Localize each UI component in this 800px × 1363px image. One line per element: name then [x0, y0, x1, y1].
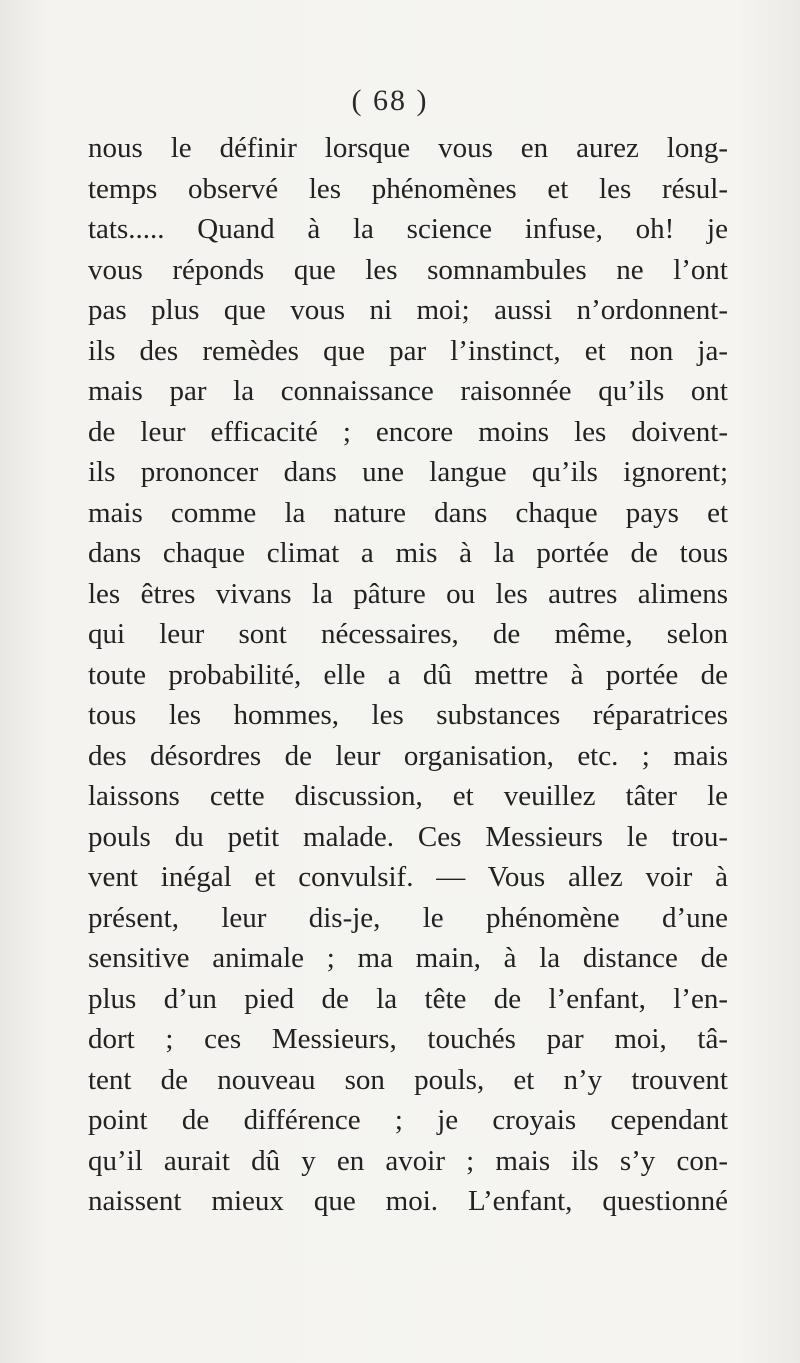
text-line: plus d’un pied de la tête de l’enfant, l’en-: [88, 982, 728, 1015]
page-number: ( 68 ): [351, 84, 429, 117]
text-line: qui leur sont nécessaires, de même, selon: [88, 618, 728, 650]
text-line: tent de nouveau son pouls, et n’y trouvent: [88, 1063, 728, 1096]
text-line: qu’il aurait dû y en avoir ; mais ils s’y con-: [88, 1144, 728, 1177]
text-line: nous le définir lorsque vous en aurez long-: [88, 132, 728, 164]
text-line: pouls du petit malade. Ces Messieurs le trou-: [88, 820, 728, 853]
text-line: temps observé les phénomènes et les résul-: [88, 172, 728, 205]
text-line: mais comme la nature dans chaque pays et: [88, 496, 728, 529]
text-line: tous les hommes, les substances réparatrices: [88, 699, 728, 731]
text-line: ils des remèdes que par l’instinct, et non ja-: [88, 334, 728, 367]
text-line: point de différence ; je croyais cependant: [88, 1104, 728, 1136]
text-line: naissent mieux que moi. L’enfant, questionné: [88, 1185, 728, 1217]
text-line: ils prononcer dans une langue qu’ils ignorent;: [88, 456, 728, 488]
text-line: des désordres de leur organisation, etc. ; mais: [88, 739, 728, 772]
text-line: tats..... Quand à la science infuse, oh! je: [88, 213, 728, 245]
text-line: dans chaque climat a mis à la portée de tous: [88, 537, 728, 569]
text-line: présent, leur dis-je, le phénomène d’une: [88, 901, 728, 934]
text-line: toute probabilité, elle a dû mettre à portée de: [88, 658, 728, 691]
text-line: laissons cette discussion, et veuillez tâter le: [88, 780, 728, 812]
text-line: les êtres vivans la pâture ou les autres alimens: [88, 577, 728, 610]
text-line: sensitive animale ; ma main, à la distance de: [88, 942, 728, 974]
text-line: de leur efficacité ; encore moins les doivent-: [88, 415, 728, 448]
text-line: mais par la connaissance raisonnée qu’ils ont: [88, 375, 728, 407]
body-text: [88, 128, 728, 1222]
text-line: vent inégal et convulsif. — Vous allez voir à: [88, 861, 728, 893]
text-line: pas plus que vous ni moi; aussi n’ordonnent-: [88, 294, 728, 326]
text-line: vous réponds que les somnambules ne l’ont: [88, 253, 728, 286]
text-line: dort ; ces Messieurs, touchés par moi, tâ-: [88, 1023, 728, 1055]
